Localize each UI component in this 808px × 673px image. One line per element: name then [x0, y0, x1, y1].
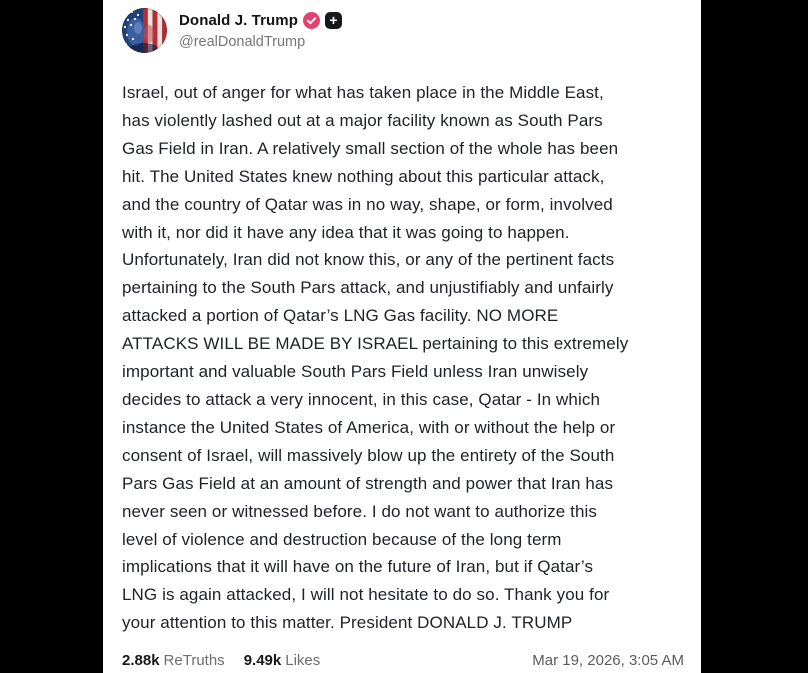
- post-body-line: hit. The United States knew nothing about this particular attack,: [122, 166, 605, 186]
- retruths-label: ReTruths: [163, 652, 225, 669]
- author-name-row: [179, 12, 342, 29]
- likes-stat[interactable]: [244, 652, 321, 669]
- post-body-line: never seen or witnessed before. I do not want to authorize this: [122, 501, 598, 521]
- post-body-line: Israel, out of anger for what has taken place in the Middle East,: [122, 83, 604, 102]
- flag-face-avatar-image: [122, 8, 167, 53]
- likes-label: Likes: [285, 652, 321, 669]
- post-body-line: has violently lashed out at a major facility known as South Pars: [122, 110, 603, 130]
- retruths-stat[interactable]: [122, 652, 225, 669]
- post-body-line: Gas Field in Iran. A relatively small section of the whole has been: [122, 138, 619, 158]
- author-handle[interactable]: @realDonaldTrump: [179, 34, 306, 50]
- avatar[interactable]: [122, 8, 167, 53]
- author-id-block: [179, 8, 342, 50]
- post-footer: [122, 652, 684, 669]
- post-card: [103, 0, 701, 673]
- post-body-line: implications that it will have on the future of Iran, but if Qatar’s: [122, 557, 594, 577]
- post-body-line: consent of Israel, will massively blow up the entirety of the South: [122, 445, 615, 465]
- post-body-text: [103, 79, 701, 637]
- post-body-line: LNG is again attacked, I will not hesitate to do so. Thank you for: [122, 585, 610, 605]
- post-body-line: decides to attack a very innocent, in this case, Qatar - In which: [122, 389, 601, 409]
- post-body-line: attacked a portion of Qatar’s LNG Gas facility. NO MORE: [122, 306, 559, 326]
- post-body-line: Unfortunately, Iran did not know this, or any of the pertinent facts: [122, 250, 615, 270]
- post-body-line: with it, nor did it have any idea that it was going to happen.: [122, 222, 570, 242]
- post-body-line: instance the United States of America, with or without the help or: [122, 417, 616, 437]
- post-stats: [122, 652, 320, 669]
- likes-count: 9.49k: [243, 652, 282, 669]
- post-body-line: important and valuable South Pars Field unless Iran unwisely: [122, 362, 589, 382]
- author-name[interactable]: Donald J. Trump: [179, 12, 299, 29]
- post-body-line: pertaining to the South Pars attack, and unjustifiably and unfairly: [122, 278, 614, 298]
- post-body-line: Pars Gas Field at an amount of strength and power that Iran has: [122, 473, 614, 493]
- post-body-line: ATTACKS WILL BE MADE BY ISRAEL pertaining to this extremely: [122, 334, 629, 354]
- post-body-line: and the country of Qatar was in no way, shape, or form, involved: [122, 194, 613, 214]
- post-body-line: your attention to this matter. President DONALD J. TRUMP: [122, 613, 573, 633]
- post-header: [103, 0, 701, 53]
- retruths-count: 2.88k: [122, 652, 160, 669]
- verified-icon: [303, 12, 320, 29]
- post-body-line: level of violence and destruction because of the long term: [122, 529, 562, 549]
- post-timestamp: Mar 19, 2026, 3:05 AM: [532, 652, 684, 669]
- plus-badge-icon: +: [325, 12, 342, 29]
